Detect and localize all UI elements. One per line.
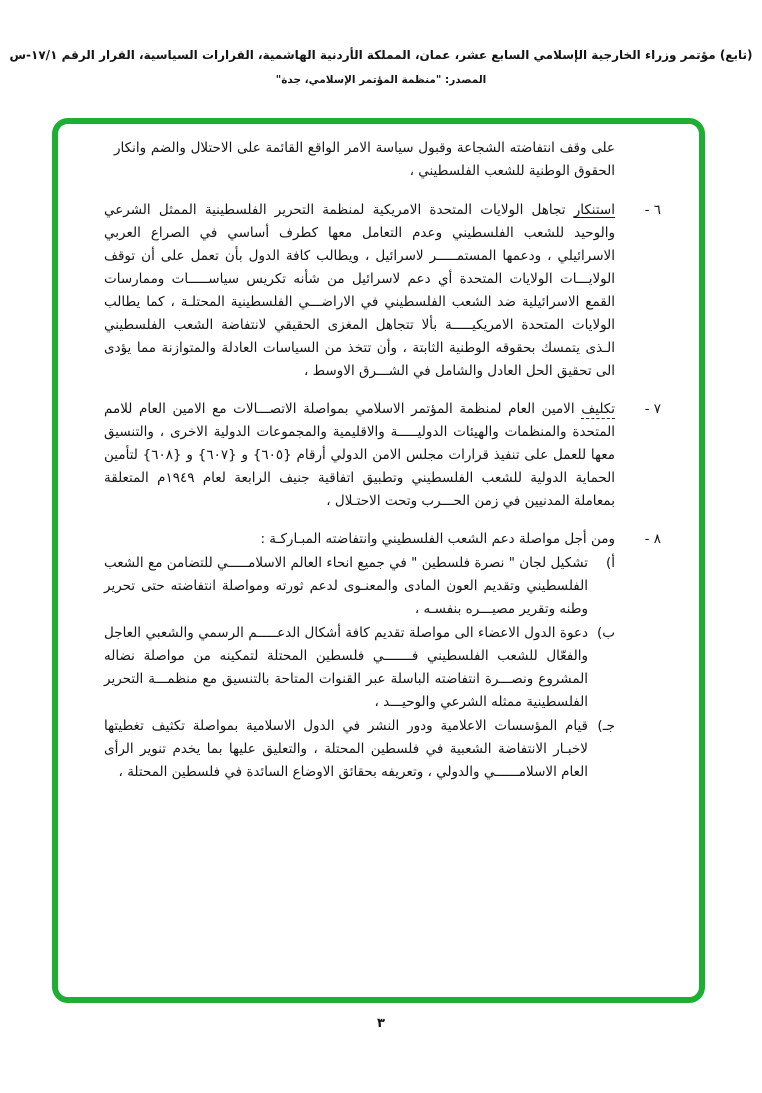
item-body-text: تجاهل الولايات المتحدة الامريكية لمنظمة التحرير الفلسطينية الممثل الشرعي والوحيد للشعب الفلسطيني وعدم التعامل معها كطرف أساسي في الصراع العربي الاسرائيلي ، ودعمها المستمـــــر لاسرائيل ، ويطالب كافة الدول بأن تعمل على أن توقف الولايـــات الولايات المتحدة أي دعم لاسرائيل من شأنه تكريس سياســـــات وممارسات القمع الاسرائيلية ضد الشعب الفلسطيني في الاراضـــي الفلسطينية المحتلـة ، كما يطالب الولايات المتحدة الامريكيـــــة بألا تتجاهل المغزى الحقيقي لانتفاضة الشعب الفلسطيني الـذى يتمسك بحقوقه الوطنية الثابتة ، وأن تتخذ من السياسات العادلة والمتوازنة مما يؤدى الى تحقيق الحل العادل والشامل في الشـــرق الاوسط ، <box>104 202 615 379</box>
header-title: (تابع) مؤتمر وزراء الخارجية الإسلامي السابع عشر، عمان، المملكة الأردنية الهاشمية، القرارات السياسية، القرار الرقم ١٧/١-س <box>9 48 753 62</box>
item-intro: ومن أجل مواصلة دعم الشعب الفلسطيني وانتفاضته المبـاركـة : <box>260 531 615 547</box>
underlined-word: تكليف <box>581 401 615 417</box>
item-number: ٨ - <box>644 531 661 547</box>
subitem-a <box>104 552 615 621</box>
item-number: ٦ - <box>644 202 661 218</box>
resolution-item-6 <box>104 199 661 383</box>
subitem-label: أ) <box>605 555 615 571</box>
continuation-paragraph: على وقف انتفاضته الشجاعة وقبول سياسة الامر الواقع القائمة على الاحتلال والضم وانكار الحقوق الوطنية للشعب الفلسطيني ، <box>114 140 615 179</box>
subitem-label: ب) <box>597 625 615 641</box>
subitem-text: تشكيل لجان " نصرة فلسطين " في جميع انحاء العالم الاسلامـــــي للتضامن مع الشعب الفلسطيني وتقديم العون المادى والمعنـوى لدعم ثورته ومواصلة انتفاضته حتى تحرير وطنه وتقرير مصيـــره بنفسـه ، <box>104 555 588 617</box>
resolution-text <box>58 124 699 997</box>
subitem-label: جـ) <box>597 718 615 734</box>
subitem-j <box>104 715 615 784</box>
item-body-text: الامين العام لمنظمة المؤتمر الاسلامي بمواصلة الاتصـــالات مع الامين العام للامم المتحدة والمنظمات والهيئات الدوليـــــة والاقليمية والمجموعات الدولية الاخرى ، والتنسيق معها للعمل على تنفيذ قرارات مجلس الامن الدولي أرقام {٦٠٥} و {٦٠٧} و {٦٠٨} لتأمين الحماية الدولية للشعب الفلسطيني وتطبيق اتفاقية جنيف الرابعة لعام ١٩٤٩م المتعلقة بمعاملة المدنيين في زمن الحـــرب وتحت الاحتـلال ، <box>104 401 615 509</box>
item-text <box>104 398 615 513</box>
resolution-item-8 <box>104 528 661 784</box>
subitem-text: قيام المؤسسات الاعلامية ودور النشر في الدول الاسلامية بمواصلة تكثيف تغطيتها لاخبـار الانتفاضة الشعبية في فلسطين المحتلة ، والتعليق عليها بما يخدم تنوير الرأى العام الاسلامــــــي والدولي ، وتعريفه بحقائق الاوضاع السائدة في فلسطين المحتلة ، <box>104 718 588 780</box>
subitem-b <box>104 622 615 714</box>
document-header <box>0 48 762 86</box>
underlined-word: استنكار <box>573 202 615 218</box>
item-text <box>104 199 615 383</box>
item-number: ٧ - <box>644 401 661 417</box>
subitem-text: دعوة الدول الاعضاء الى مواصلة تقديم كافة أشكال الدعـــــم الرسمي والشعبي العاجل والفعّال للشعب الفلسطيني فـــــــي فلسطين المحتلة لتمكينه من مواصلة نضاله المشروع ونصـــرة انتفاضته الباسلة عبر القنوات المتاحة بالتنسيق مع منظمـــة التحرير الفلسطينية ممثله الشرعي والوحيـــد ، <box>104 625 588 710</box>
header-source: المصدر: "منظمة المؤتمر الإسلامي، جدة" <box>275 74 487 86</box>
resolution-item-7 <box>104 398 661 513</box>
page-number: ٣ <box>377 1016 385 1031</box>
content-frame <box>52 118 705 1003</box>
